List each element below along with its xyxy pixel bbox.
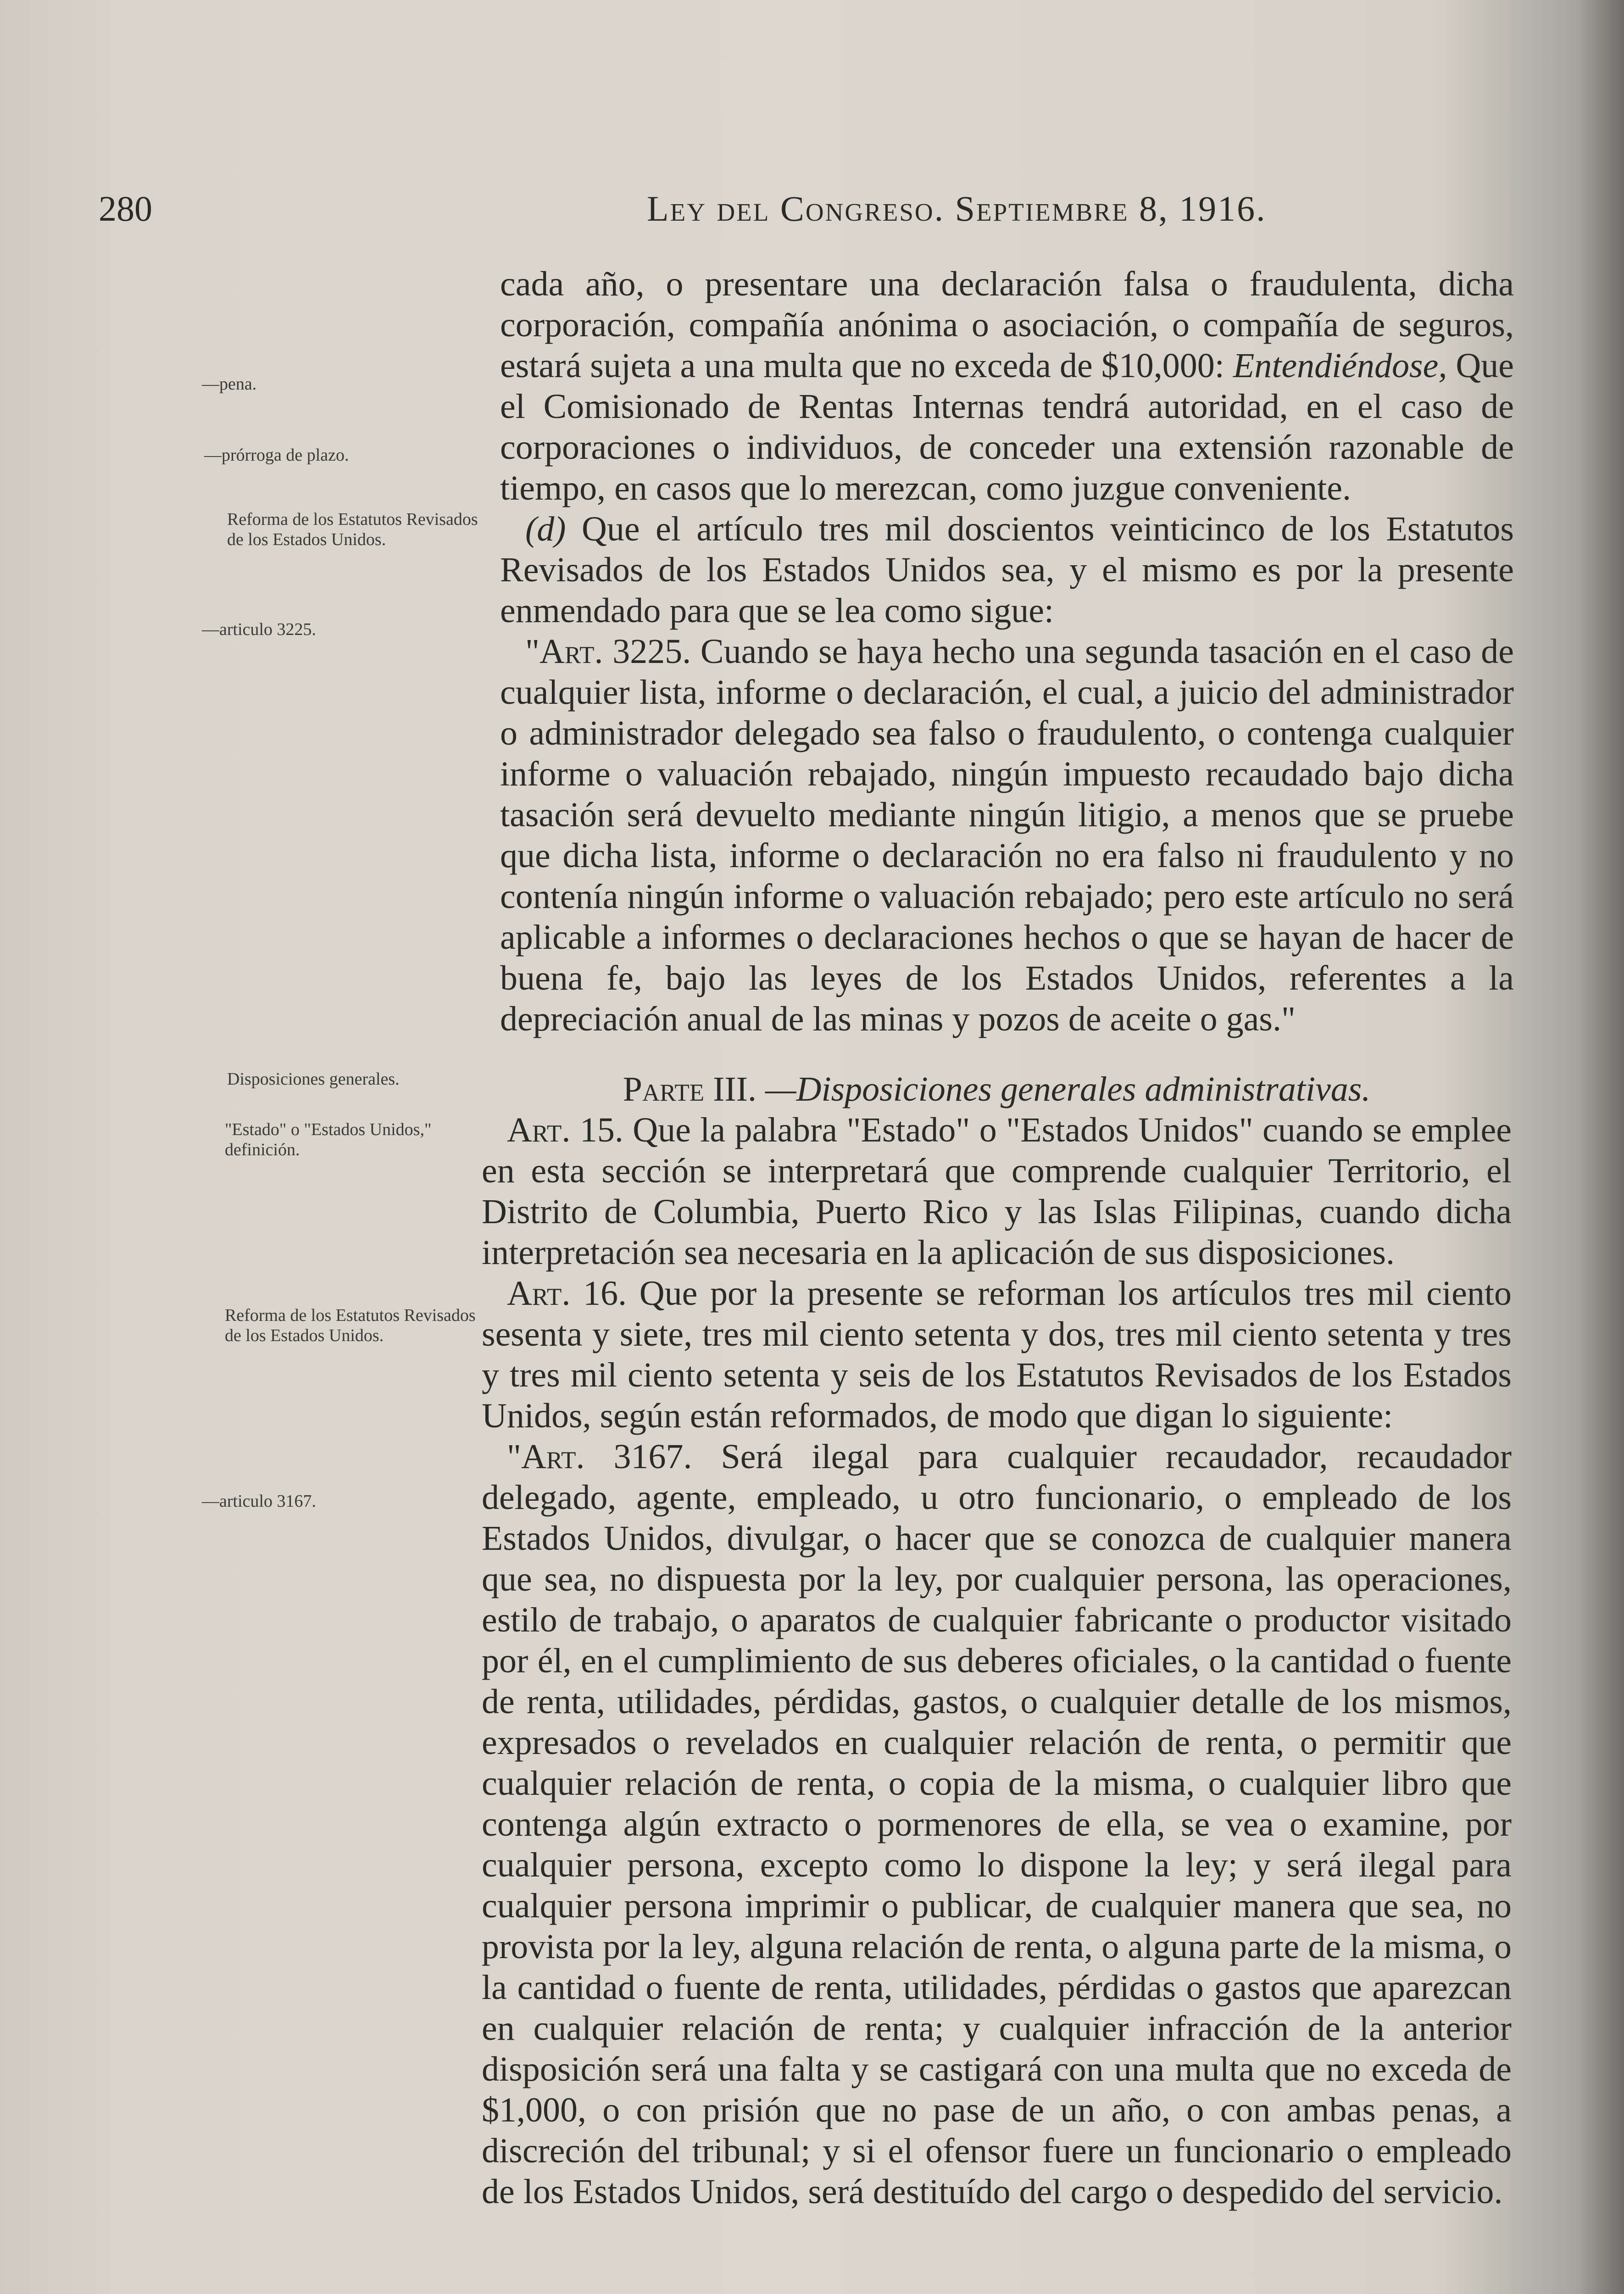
part-heading: Parte III. —Disposiciones generales administrativas. <box>623 1070 1371 1108</box>
margin-note-articulo-3225: —articulo 3225. <box>202 620 317 639</box>
paragraph-art-15: Art. 15. Que la palabra "Estado" o "Estados Unidos" cuando se emplee en esta sección se interpretará que comprende cualquier Territorio, el Distrito de Columbia, Puerto Rico y las Islas Filipinas, cuando dicha interpretación sea necesaria en la aplicación de sus disposiciones. <box>482 1111 1512 1272</box>
paragraph-art-3167: "Art. 3167. Será ilegal para cualquier recaudador, recaudador delegado, agente, empleado, u otro funcionario, o empleado de los Estados Unidos, divulgar, o hacer que se conozca de cualquier manera que sea, no dispuesta por la ley, por cualquier persona, las operaciones, estilo de trabajo, o aparatos de cualquier fabricante o productor visitado por él, en el cumplimiento de sus deberes oficiales, o la cantidad o fuente de renta, utilidades, pérdidas, gastos, o cualquier detalle de los mismos, expresados o revelados en cualquier relación de renta, o permitir que cualquier relación de renta, o copia de la misma, o cualquier libro que contenga algún extracto o pormenores de ella, se vea o examine, por cualquier persona, excepto como lo dispone la ley; y será ilegal para cualquier persona imprimir o publicar, de cualquier manera que sea, no provista por la ley, alguna relación de renta, o alguna parte de la misma, o la cantidad o fuente de renta, utilidades, pérdidas o gastos que aparezcan en cualquier relación de renta; y cualquier infracción de la anterior disposición será una falta y se castigará con una multa que no exceda de $1,000, o con prisión que no pase de un año, o con ambas penas, a discreción del tribunal; y si el ofensor fuere un funcionario o empleado de los Estados Unidos, será destituído del cargo o despedido del servicio. <box>482 1437 1512 2211</box>
paragraph-penalty: cada año, o presentare una declaración falsa o fraudulenta, dicha corporación, compañía anónima o asociación, o compañía de seguros, estará sujeta a una multa que no exceda de $10,000: Entendiéndose, Que el Comisionado de Rentas Internas tendrá autoridad, en el caso de corporaciones o individuos, de conceder una extensión razonable de tiempo, en casos que lo merezcan, como juzgue conveniente. <box>500 265 1514 507</box>
paragraph-art-3225: "Art. 3225. Cuando se haya hecho una segunda tasación en el caso de cualquier lista, informe o declaración, el cual, a juicio del administrador o administrador delegado sea falso o fraudulento, o contenga cualquier informe o valuación rebajado, ningún impuesto recaudado bajo dicha tasación será devuelto mediante ningún litigio, a menos que se pruebe que dicha lista, informe o declaración no era falso ni fraudulento y no contenía ningún informe o valuación rebajado; pero este artículo no será aplicable a informes o declaraciones hechos o que se hayan de hacer de buena fe, bajo las leyes de los Estados Unidos, referentes a la depreciación anual de las minas y pozos de aceite o gas." <box>500 632 1514 1038</box>
paragraph-d: (d) Que el artículo tres mil doscientos veinticinco de los Estatutos Revisados de los Estados Unidos sea, y el mismo es por la presente enmendado para que se lea como sigue: <box>500 510 1514 630</box>
margin-note-articulo-3167: —articulo 3167. <box>202 1492 317 1511</box>
margin-note-pena: —pena. <box>202 374 257 394</box>
running-head: Ley del Congreso. Septiembre 8, 1916. <box>647 189 1267 228</box>
body-text-top <box>500 264 1514 1040</box>
body-text-bottom <box>482 1069 1512 2212</box>
margin-notes <box>0 0 478 2294</box>
paragraph-art-16: Art. 16. Que por la presente se reforman los artículos tres mil ciento sesenta y siete, tres mil ciento setenta y dos, tres mil ciento setenta y tres y tres mil ciento setenta y seis de los Estatutos Revisados de los Estados Unidos, según están reformados, de modo que digan lo siguiente: <box>482 1274 1512 1435</box>
margin-note-reforma-2: Reforma de los Estatutos Revisados de los Estados Unidos. <box>225 1306 476 1345</box>
margin-note-reforma-1: Reforma de los Estatutos Revisados de los Estados Unidos. <box>227 510 478 549</box>
margin-note-estado-definicion: "Estado" o "Estados Unidos," definición. <box>225 1120 432 1159</box>
margin-note-prorroga: —prórroga de plazo. <box>204 445 349 465</box>
page-number: 280 <box>99 189 152 228</box>
margin-note-disposiciones: Disposiciones generales. <box>227 1069 400 1089</box>
